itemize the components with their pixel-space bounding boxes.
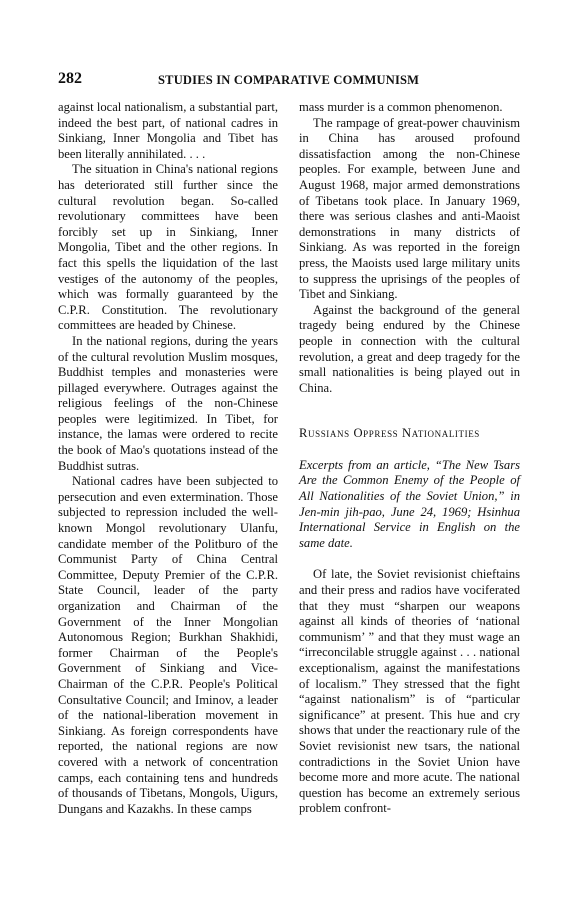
paragraph: The rampage of great-power chauvinism in China has aroused profound dissatisfaction among the non-Chinese peoples. For example, between June and August 1968, major armed demonstrations of Tibetans took place. In January 1969, there was serious clashes and anti-Maoist demonstrations in many districts of Sinkiang. As was reported in the foreign press, the Maoists used large military units to suppress the uprisings of the peoples of Tibet and Sinkiang. [299,115,520,302]
section-heading: Russians Oppress Nationalities [299,426,480,441]
paragraph: In the national regions, during the years of the cultural revolution Muslim mosques, Buddhist temples and monasteries were pillaged everywhere. Outrages against the religious feelings of the non-Chinese peoples were legitimized. In Tibet, for instance, the lamas were ordered to recite the book of Mao's quotations instead of the Buddhist sutras. [58,333,278,473]
source-note: Excerpts from an article, “The New Tsars Are the Common Enemy of the People of All Nationalities of the Soviet Union,” in Jen-min jih-pao, June 24, 1969; Hsinhua International Service in English on the same date. [299,457,520,550]
right-column [299,100,520,817]
paragraph: National cadres have been subjected to persecution and even extermination. Those subjected to repression included the well-known Mongol revolutionary Ulanfu, candidate member of the Politburo of the Communist Party of China Central Committee, Deputy Premier of the C.P.R. State Council, leader of the party organization and Chairman of the Government of the Inner Mongolian Autonomous Region; Burkhan Shakhidi, former Chairman of the People's Government of Sinkiang and Vice-Chairman of the C.P.R. People's Political Consultative Council; and Iminov, a leader of the national-liberation movement in Sinkiang. As foreign correspondents have reported, the national regions are now covered with a network of concentration camps, each containing tens and hundreds of thousands of Tibetans, Mongols, Uigurs, Dungans and Kazakhs. In these camps [58,474,278,816]
running-head: STUDIES IN COMPARATIVE COMMUNISM [158,73,420,87]
paragraph: against local nationalism, a substantial part, indeed the best part, of national cadres in Sinkiang, Inner Mongolia and Tibet has been literally annihilated. . . . [58,100,278,161]
left-column [58,100,278,817]
page-header [58,70,518,92]
paragraph: Of late, the Soviet revisionist chieftains and their press and radios have vociferated that they must “sharpen our weapons against all kinds of theories of ‘national communism’ ” and that they must wage an “irreconcilable struggle against . . . national exceptionalism, against the manifestations of localism.” They stressed that the fight “against nationalism” is of “particular significance” at present. This hue and cry shows that under the reactionary rule of the Soviet revisionist new tsars, the national contradictions in the Soviet Union have become more and more acute. The national question has become an extremely serious problem confront- [299,567,520,816]
page-number: 282 [58,70,82,87]
paragraph: mass murder is a common phenomenon. [299,100,503,114]
paragraph: Against the background of the general tragedy being endured by the Chinese people in connection with the cultural revolution, a great and deep tragedy for the small nationalities is being played out in China. [299,302,520,395]
paragraph: The situation in China's national regions has deteriorated still further since the cultural revolution began. So-called revolutionary committees have been forcibly set up in Sinkiang, Inner Mongolia, Tibet and the other regions. In fact this spells the liquidation of the last vestiges of the autonomy of the peoples, which was formally guaranteed by the C.P.R. Constitution. The revolutionary committees are headed by Chinese. [58,162,278,333]
